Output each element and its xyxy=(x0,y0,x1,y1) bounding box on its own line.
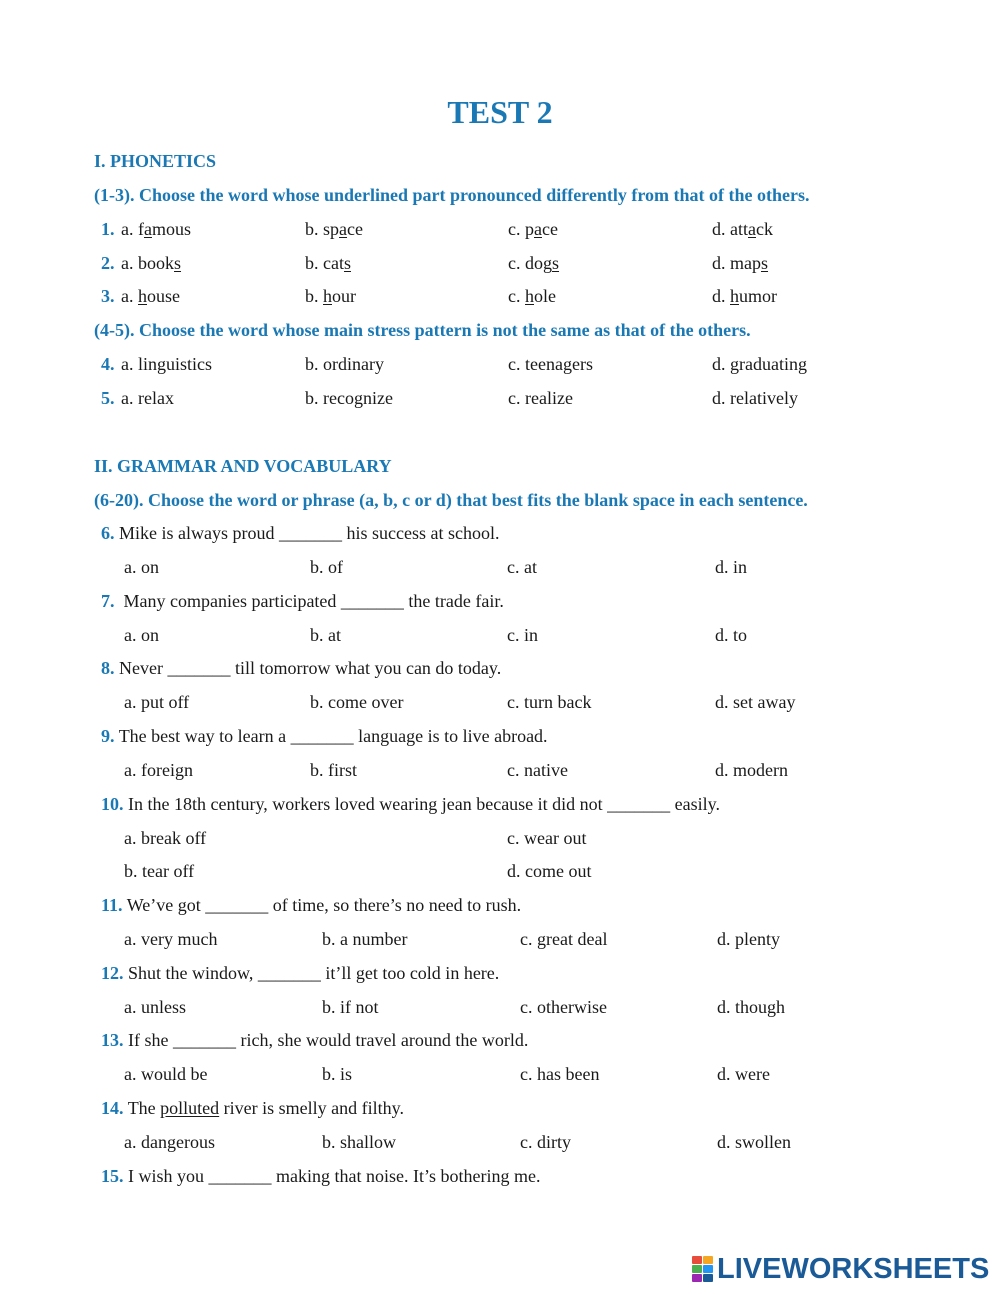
option-d: d. swollen xyxy=(717,1132,791,1152)
option-a: a. dangerous xyxy=(124,1132,215,1152)
option-d: d. graduating xyxy=(712,354,807,374)
option-a: a. on xyxy=(124,557,159,577)
question-14: 14. The polluted river is smelly and filthy. xyxy=(101,1098,404,1118)
option-d: d. modern xyxy=(715,760,788,780)
option-d: d. in xyxy=(715,557,748,577)
question-11: 11. We’ve got _______ of time, so there’s no need to rush. xyxy=(101,895,522,915)
option-a: a. linguistics xyxy=(121,354,212,374)
option-a: a. relax xyxy=(121,388,174,408)
option-c: c. teenagers xyxy=(508,354,593,374)
liveworksheets-logo xyxy=(692,1254,989,1284)
section-heading-grammar: II. GRAMMAR AND VOCABULARY xyxy=(94,456,392,476)
instruction-1-3: (1-3). Choose the word whose underlined part pronounced differently from that of the others. xyxy=(94,185,810,205)
option-b: b. is xyxy=(322,1064,353,1084)
option-a: a. put off xyxy=(124,692,190,712)
option-a: a. very much xyxy=(124,929,218,949)
option-a: a. house xyxy=(121,286,180,306)
option-c: c. great deal xyxy=(520,929,608,949)
option-c: c. hole xyxy=(508,286,556,306)
option-d: d. plenty xyxy=(717,929,780,949)
option-d: d. to xyxy=(715,625,748,645)
option-d: d. come out xyxy=(507,861,592,881)
option-b: b. at xyxy=(310,625,341,645)
option-a: a. on xyxy=(124,625,159,645)
question-number: 1. xyxy=(101,219,115,239)
option-d: d. attack xyxy=(712,219,773,239)
option-b: b. recognize xyxy=(305,388,393,408)
option-b: b. a number xyxy=(322,929,408,949)
option-b: b. ordinary xyxy=(305,354,384,374)
option-a: a. books xyxy=(121,253,182,273)
option-c: c. has been xyxy=(520,1064,600,1084)
option-d: d. were xyxy=(717,1064,770,1084)
option-a: a. unless xyxy=(124,997,186,1017)
option-b: b. if not xyxy=(322,997,379,1017)
instruction-6-20: (6-20). Choose the word or phrase (a, b, c or d) that best fits the blank space in each sentence. xyxy=(94,490,808,510)
option-c: c. turn back xyxy=(507,692,592,712)
option-b: b. come over xyxy=(310,692,404,712)
question-13: 13. If she _______ rich, she would travel around the world. xyxy=(101,1030,529,1050)
option-b: b. cats xyxy=(305,253,351,273)
option-c: c. at xyxy=(507,557,537,577)
question-number: 4. xyxy=(101,354,115,374)
option-d: d. set away xyxy=(715,692,796,712)
option-d: d. maps xyxy=(712,253,769,273)
option-c: c. dirty xyxy=(520,1132,571,1152)
option-b: b. of xyxy=(310,557,343,577)
question-9: 9. The best way to learn a _______ language is to live abroad. xyxy=(101,726,548,746)
question-15: 15. I wish you _______ making that noise. It’s bothering me. xyxy=(101,1166,541,1186)
option-d: d. though xyxy=(717,997,786,1017)
logo-text: LIVEWORKSHEETS xyxy=(717,1252,990,1285)
option-a: a. would be xyxy=(124,1064,208,1084)
option-b: b. space xyxy=(305,219,363,239)
option-c: c. otherwise xyxy=(520,997,607,1017)
question-6: 6. Mike is always proud _______ his success at school. xyxy=(101,523,500,543)
option-d: d. relatively xyxy=(712,388,798,408)
question-number: 5. xyxy=(101,388,115,408)
question-8: 8. Never _______ till tomorrow what you can do today. xyxy=(101,658,502,678)
page-title: TEST 2 xyxy=(447,94,553,130)
option-b: b. first xyxy=(310,760,357,780)
section-heading-phonetics: I. PHONETICS xyxy=(94,151,217,171)
option-c: c. realize xyxy=(508,388,573,408)
question-7: 7. Many companies participated _______ the trade fair. xyxy=(101,591,504,611)
option-d: d. humor xyxy=(712,286,777,306)
option-b: b. shallow xyxy=(322,1132,396,1152)
question-12: 12. Shut the window, _______ it’ll get too cold in here. xyxy=(101,963,500,983)
option-c: c. pace xyxy=(508,219,558,239)
option-c: c. native xyxy=(507,760,568,780)
option-a: a. famous xyxy=(121,219,191,239)
question-number: 2. xyxy=(101,253,115,273)
logo-blocks-icon xyxy=(692,1256,713,1282)
option-a: a. break off xyxy=(124,828,207,848)
question-number: 3. xyxy=(101,286,115,306)
option-a: a. foreign xyxy=(124,760,193,780)
option-b: b. tear off xyxy=(124,861,195,881)
instruction-4-5: (4-5). Choose the word whose main stress pattern is not the same as that of the others. xyxy=(94,320,751,340)
question-10: 10. In the 18th century, workers loved wearing jean because it did not _______ easily. xyxy=(101,794,720,814)
option-c: c. dogs xyxy=(508,253,560,273)
option-b: b. hour xyxy=(305,286,356,306)
option-c: c. in xyxy=(507,625,538,645)
option-c: c. wear out xyxy=(507,828,587,848)
